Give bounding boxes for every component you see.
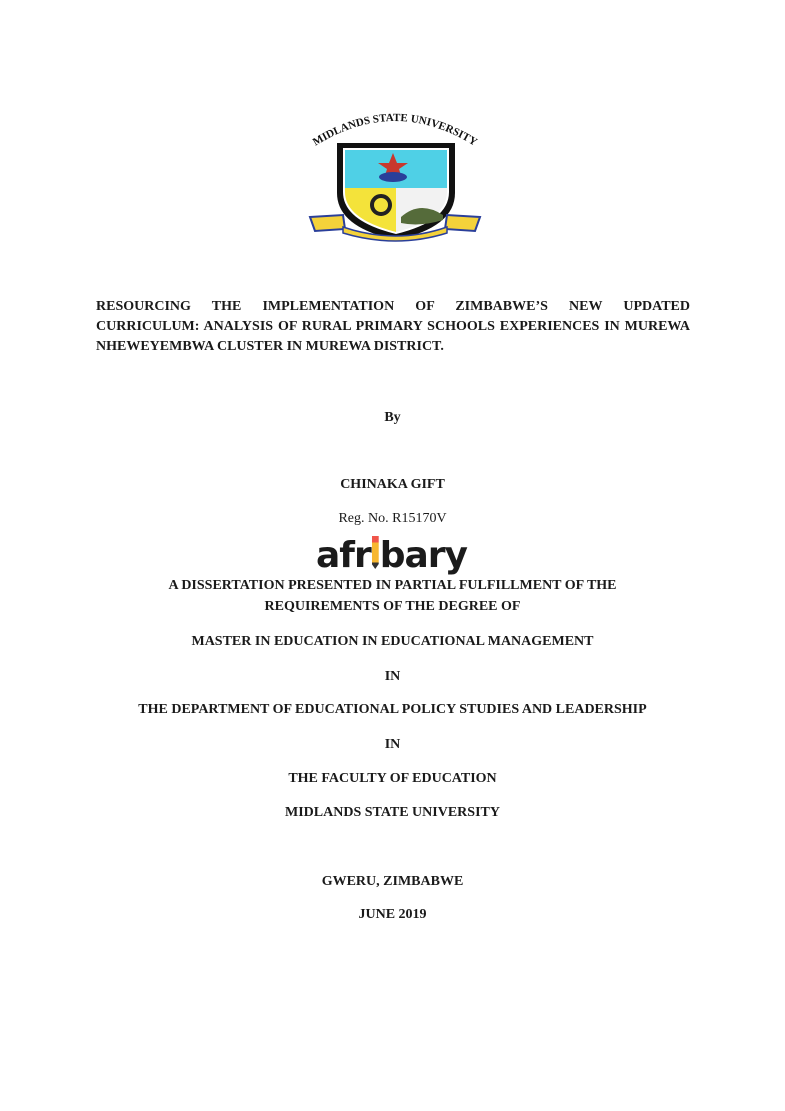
place: GWERU, ZIMBABWE — [321, 874, 464, 889]
date: JUNE 2019 — [358, 907, 427, 922]
presentation-statement-line-2: REQUIREMENTS OF THE DEGREE OF — [264, 599, 521, 614]
by-label: By — [384, 410, 401, 425]
in-label-2: IN — [384, 737, 401, 752]
presentation-statement-line-1: A DISSERTATION PRESENTED IN PARTIAL FULFILLMENT OF THE — [168, 578, 617, 593]
pencil-icon — [372, 536, 379, 569]
svg-text:MIDLANDS STATE UNIVERSITY: MIDLANDS STATE UNIVERSITY — [310, 111, 480, 149]
author-name: CHINAKA GIFT — [340, 477, 445, 492]
watermark-left: afr — [316, 535, 371, 576]
university-crest-logo — [305, 105, 485, 245]
department-name: THE DEPARTMENT OF EDUCATIONAL POLICY STUDIES AND LEADERSHIP — [138, 702, 647, 717]
registration-number: Reg. No. R15170V — [338, 511, 447, 526]
university-name: MIDLANDS STATE UNIVERSITY — [285, 805, 500, 820]
dissertation-title: RESOURCING THE IMPLEMENTATION OF ZIMBABWE’S NEW UPDATED CURRICULUM: ANALYSIS OF RURAL PRIMARY SCHOOLS EXPERIENCES IN MUREWA NHEWEYEMBWA CLUSTER IN MUREWA DISTRICT. — [96, 299, 690, 354]
degree-name: MASTER IN EDUCATION IN EDUCATIONAL MANAGEMENT — [191, 634, 594, 649]
watermark-right: bary — [379, 535, 468, 576]
afribary-watermark — [316, 535, 467, 576]
faculty-name: THE FACULTY OF EDUCATION — [288, 771, 497, 786]
in-label-1: IN — [384, 669, 401, 684]
